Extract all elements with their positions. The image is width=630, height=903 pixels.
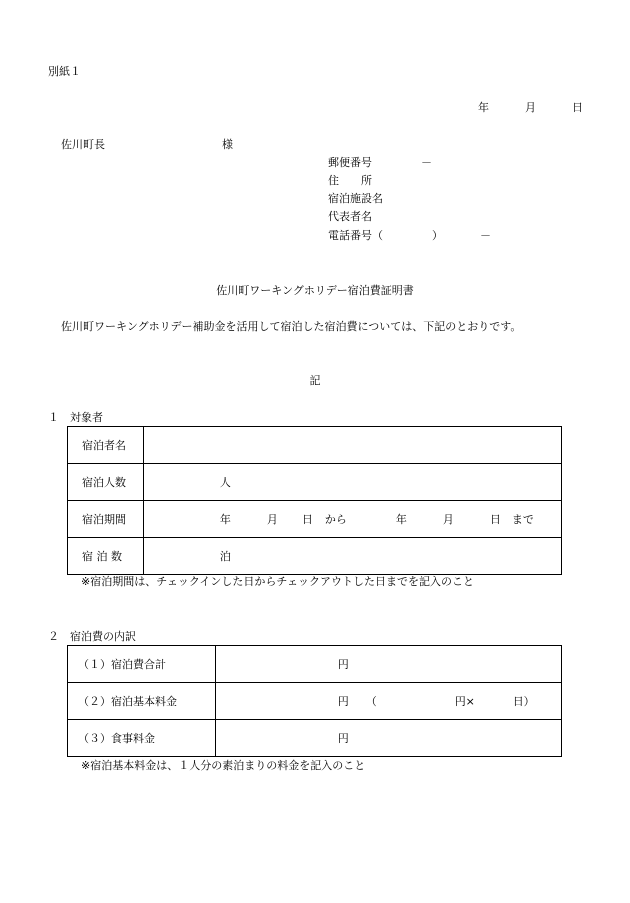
basic-field[interactable] bbox=[215, 683, 561, 720]
postal-code-label: 郵便番号 bbox=[328, 156, 372, 169]
guest-count-field[interactable] bbox=[143, 464, 561, 501]
total-label: （１）宿泊費合計 bbox=[78, 658, 166, 671]
nights-label: 宿 泊 数 bbox=[82, 550, 122, 563]
phone-label: 電話番号（ bbox=[328, 229, 383, 242]
nights-unit: 泊 bbox=[219, 550, 231, 563]
ki-mark: 記 bbox=[309, 374, 321, 387]
date-month: 月 bbox=[525, 101, 536, 114]
address-label: 住 所 bbox=[328, 174, 372, 187]
period-start-month: 月 bbox=[266, 513, 278, 526]
meal-unit: 円 bbox=[337, 732, 349, 745]
attachment-label: 別紙１ bbox=[48, 65, 81, 78]
period-start-day: 日 bbox=[301, 513, 313, 526]
period-to: まで bbox=[511, 513, 534, 526]
guest-name-label: 宿泊者名 bbox=[82, 439, 126, 452]
meal-field[interactable] bbox=[215, 720, 561, 757]
guest-name-field[interactable] bbox=[143, 427, 561, 464]
total-row bbox=[68, 646, 562, 683]
period-from: から bbox=[324, 513, 347, 526]
basic-open-paren: （ bbox=[365, 695, 377, 708]
basic-row bbox=[68, 683, 562, 720]
period-label: 宿泊期間 bbox=[82, 513, 126, 526]
section2-note: ※宿泊基本料金は、１人分の素泊まりの料金を記入のこと bbox=[81, 759, 366, 772]
guest-name-row bbox=[68, 427, 562, 464]
document-title: 佐川町ワーキングホリデー宿泊費証明書 bbox=[216, 284, 414, 297]
guest-count-label: 宿泊人数 bbox=[82, 476, 126, 489]
basic-days: 日） bbox=[512, 695, 535, 708]
statement-text: 佐川町ワーキングホリデー補助金を活用して宿泊した宿泊費については、下記のとおりです。 bbox=[61, 320, 522, 333]
total-unit: 円 bbox=[337, 658, 349, 671]
guest-count-unit: 人 bbox=[219, 476, 231, 489]
facility-name-label: 宿泊施設名 bbox=[328, 192, 383, 205]
basic-label: （２）宿泊基本料金 bbox=[78, 695, 177, 708]
total-field[interactable] bbox=[215, 646, 561, 683]
period-end-month: 月 bbox=[442, 513, 454, 526]
recipient-honorific: 様 bbox=[222, 138, 233, 151]
basic-per-unit: 円× bbox=[454, 695, 475, 708]
period-row bbox=[68, 501, 562, 538]
period-field[interactable] bbox=[143, 501, 561, 538]
meal-label: （３）食事料金 bbox=[78, 732, 155, 745]
section1-note: ※宿泊期間は、チェックインした日からチェックアウトした日までを記入のこと bbox=[81, 575, 475, 588]
postal-code-dash: － bbox=[421, 156, 432, 169]
phone-dash: － bbox=[480, 229, 491, 242]
period-end-day: 日 bbox=[489, 513, 501, 526]
meal-row bbox=[68, 720, 562, 757]
guest-count-row bbox=[68, 464, 562, 501]
nights-field[interactable] bbox=[143, 538, 561, 575]
representative-label: 代表者名 bbox=[328, 210, 372, 223]
section2-heading: ２ 宿泊費の内訳 bbox=[48, 630, 136, 643]
subject-table bbox=[67, 426, 562, 575]
recipient-name: 佐川町長 bbox=[61, 138, 105, 151]
section1-heading: １ 対象者 bbox=[48, 411, 103, 424]
phone-close-paren: ） bbox=[432, 229, 443, 242]
basic-unit: 円 bbox=[337, 695, 349, 708]
nights-row bbox=[68, 538, 562, 575]
date-day: 日 bbox=[572, 101, 583, 114]
period-end-year: 年 bbox=[395, 513, 407, 526]
date-year: 年 bbox=[478, 101, 489, 114]
breakdown-table bbox=[67, 645, 562, 757]
period-start-year: 年 bbox=[219, 513, 231, 526]
